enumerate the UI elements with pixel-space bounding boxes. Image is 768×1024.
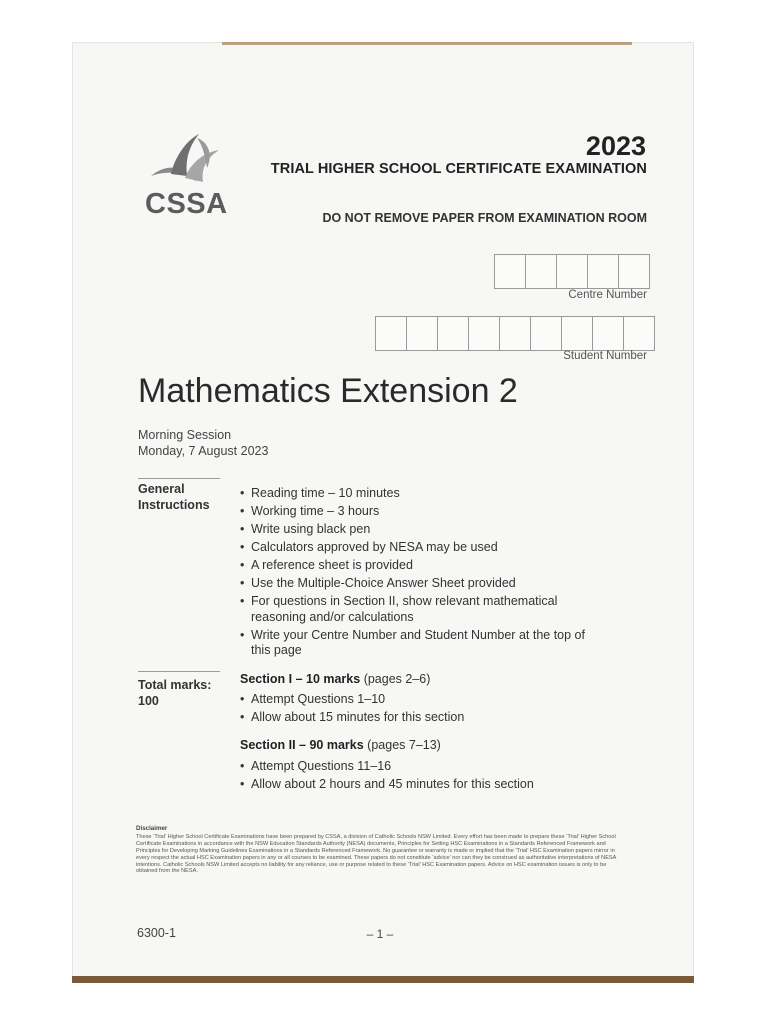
subject-title: Mathematics Extension 2 (138, 372, 518, 410)
disclaimer-text: These ‘Trial’ Higher School Certificate Examinations have been prepared by CSSA, a division of Catholic Schools NSW Limited. Every effort has been made to prepare these ‘Trial’ Higher School Certificate Examinations in accordance with the NSW Education Standards Authority (NESA) documents, Principles for Setting HSC Examinations in a Standards Referenced Framework and Principles for Developing Marking Guidelines Examinations in a Standards Referenced Framework. No guarantee or warranty is made or implied that the ‘Trial’ HSC Examination papers mirror in every respect the actual HSC Examination papers in any or all courses to be examined. These papers do not constitute ‘advice’ nor can they be construed as authoritative interpretations of NESA intentions. Catholic Schools NSW Limited accepts no liability for any reliance, use or purpose related to these ‘Trial’ HSC Examination papers. Advice on HSC examination issues is only to be obtained from the NESA. (136, 833, 617, 875)
cssa-logo (145, 130, 228, 222)
student-digit-box[interactable] (561, 316, 593, 351)
centre-digit-box[interactable] (525, 254, 557, 289)
room-notice: DO NOT REMOVE PAPER FROM EXAMINATION ROOM (322, 211, 647, 225)
session-date: Monday, 7 August 2023 (138, 444, 269, 458)
section1-item: • Attempt Questions 1–10 (240, 692, 600, 708)
cssa-swirl-icon (145, 130, 225, 190)
general-instructions-label: General Instructions (138, 482, 210, 512)
exam-title: TRIAL HIGHER SCHOOL CERTIFICATE EXAMINATION (270, 161, 647, 177)
instruction-item: • Write using black pen (240, 522, 605, 538)
instruction-item: • Working time – 3 hours (240, 504, 605, 520)
section1-heading: Section I – 10 marks (pages 2–6) (240, 672, 431, 686)
student-digit-box[interactable] (406, 316, 438, 351)
instruction-item: • Write your Centre Number and Student Number at the top of this page (240, 628, 605, 659)
instruction-item: • Calculators approved by NESA may be used (240, 540, 605, 556)
instructions-list (240, 486, 605, 661)
student-number-label: Student Number (563, 350, 647, 362)
section2-list (240, 759, 600, 795)
disclaimer-title: Disclaimer (136, 825, 168, 832)
divider-rule (138, 478, 220, 479)
total-marks-value: 100 (138, 694, 159, 708)
instruction-item: • Reading time – 10 minutes (240, 486, 605, 502)
student-digit-box[interactable] (623, 316, 655, 351)
centre-digit-box[interactable] (556, 254, 588, 289)
student-digit-box[interactable] (499, 316, 531, 351)
section1-list (240, 692, 600, 728)
student-number-boxes[interactable] (376, 316, 655, 351)
centre-number-boxes[interactable] (495, 254, 650, 289)
paper-code: 6300-1 (137, 926, 176, 940)
page-number: – 1 – (366, 927, 394, 941)
student-digit-box[interactable] (592, 316, 624, 351)
divider-rule (138, 671, 220, 672)
disclaimer (136, 826, 626, 875)
logo-wordmark: CSSA (145, 188, 228, 220)
session-info (138, 427, 268, 459)
student-digit-box[interactable] (530, 316, 562, 351)
centre-digit-box[interactable] (618, 254, 650, 289)
centre-digit-box[interactable] (494, 254, 526, 289)
instruction-item: • For questions in Section II, show relevant mathematical reasoning and/or calculations (240, 594, 605, 625)
section2-item: • Attempt Questions 11–16 (240, 759, 600, 775)
total-marks-label: Total marks: 100 (138, 677, 228, 709)
centre-digit-box[interactable] (587, 254, 619, 289)
section2-heading: Section II – 90 marks (pages 7–13) (240, 738, 441, 752)
exam-year: 2023 (585, 131, 646, 161)
instruction-item: • Use the Multiple-Choice Answer Sheet provided (240, 576, 605, 592)
student-digit-box[interactable] (375, 316, 407, 351)
paper-bottom-edge (72, 976, 694, 983)
student-digit-box[interactable] (468, 316, 500, 351)
section2-item: • Allow about 2 hours and 45 minutes for this section (240, 777, 600, 793)
instruction-item: • A reference sheet is provided (240, 558, 605, 574)
session-name: Morning Session (138, 428, 232, 442)
section1-item: • Allow about 15 minutes for this section (240, 710, 600, 726)
centre-number-label: Centre Number (568, 289, 647, 301)
paper-top-edge (222, 42, 632, 45)
student-digit-box[interactable] (437, 316, 469, 351)
